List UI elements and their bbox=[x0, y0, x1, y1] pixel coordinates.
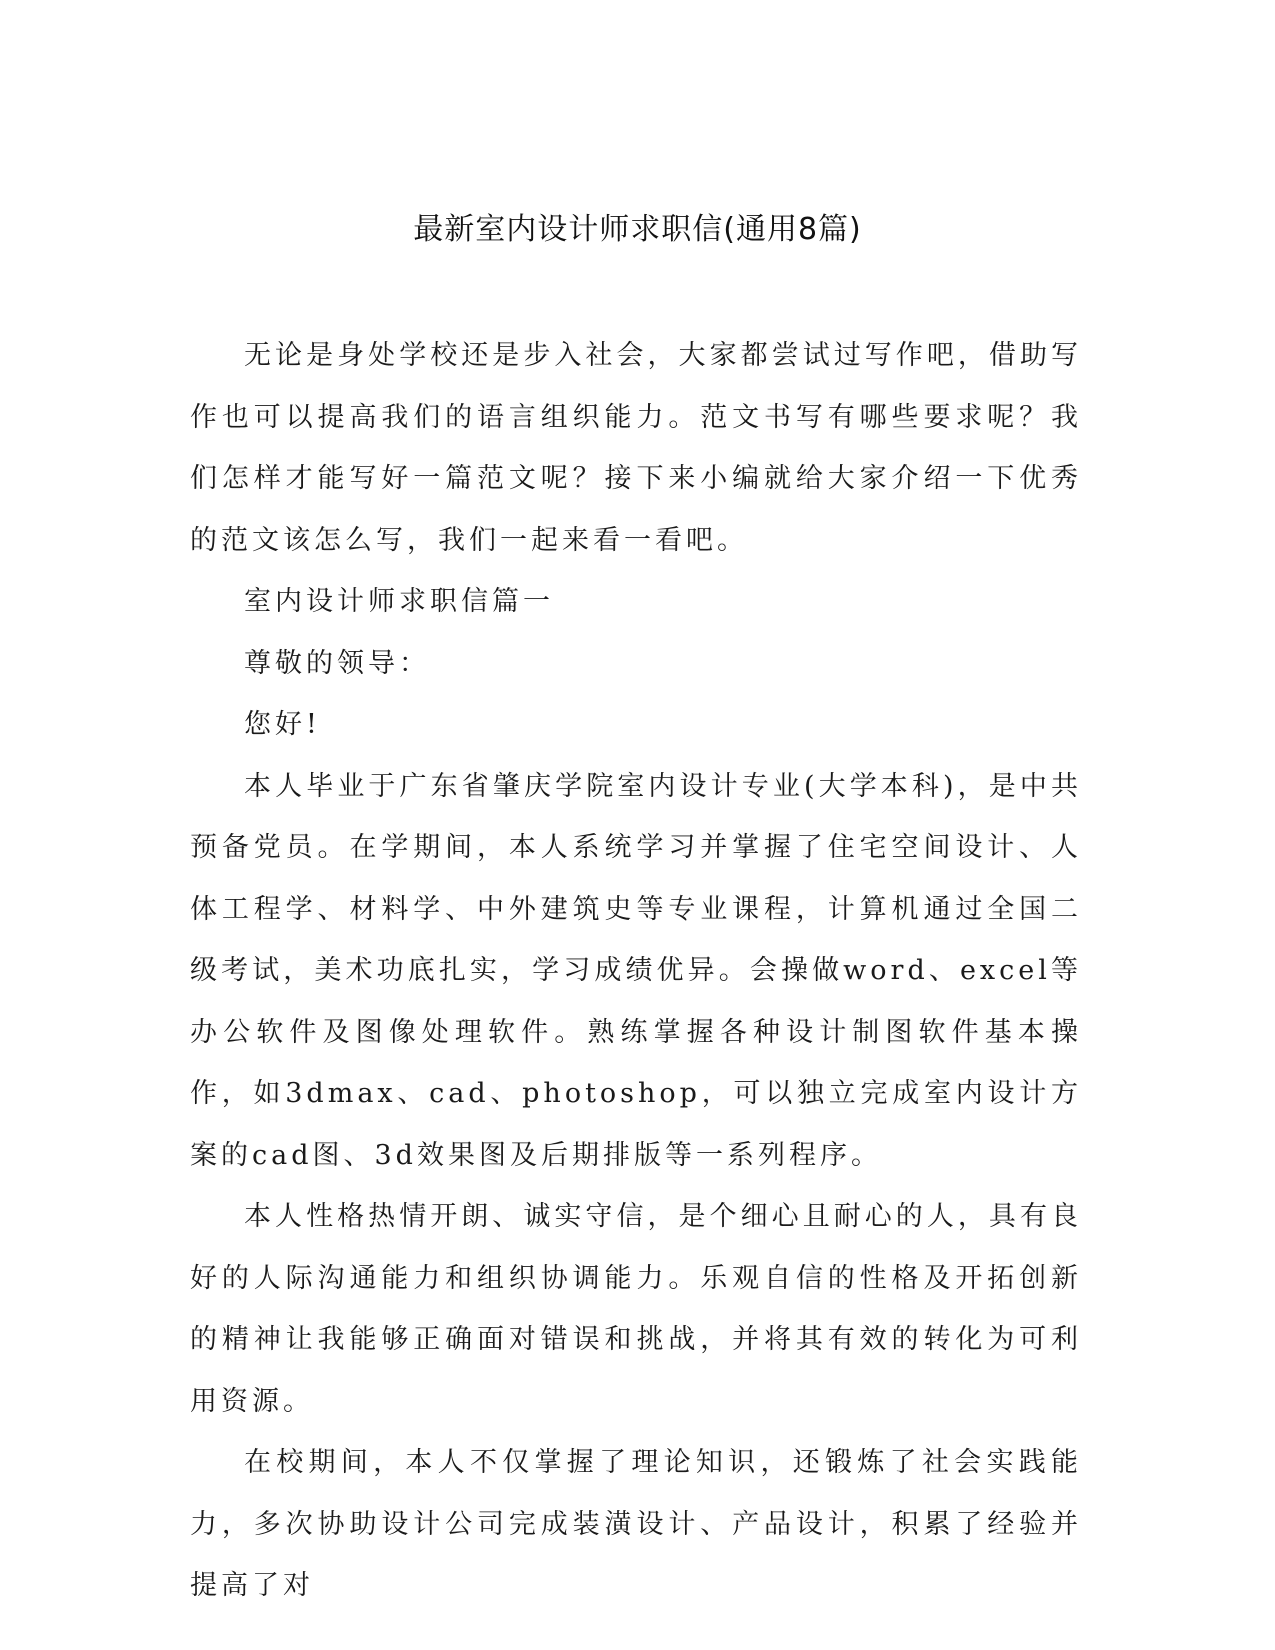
salutation: 尊敬的领导： bbox=[244, 647, 430, 679]
body-paragraph: 本人毕业于广东省肇庆学院室内设计专业(大学本科)，是中共预备党员。在学期间，本人系统学习并掌握了住宅空间设计、人体工程学、材料学、中外建筑史等专业课程，计算机通过全国二级考试，美术功底扎实，学习成绩优异。会操做word、excel等办公软件及图像处理软件。熟练掌握各种设计制图软件基本操作，如3dmax、cad、photoshop，可以独立完成室内设计方案的cad图、3d效果图及后期排版等一系列程序。 bbox=[190, 770, 1082, 1171]
greeting: 您好! bbox=[244, 709, 321, 740]
document-body bbox=[190, 325, 1082, 1617]
body-paragraph: 在校期间，本人不仅掌握了理论知识，还锻炼了社会实践能力，多次协助设计公司完成装潢设计、产品设计，积累了经验并提高了对 bbox=[190, 1447, 1082, 1601]
section-heading: 室内设计师求职信篇一 bbox=[244, 586, 554, 617]
document-title: 最新室内设计师求职信(通用8篇) bbox=[413, 212, 862, 247]
intro-paragraph: 无论是身处学校还是步入社会，大家都尝试过写作吧，借助写作也可以提高我们的语言组织能力。范文书写有哪些要求呢？我们怎样才能写好一篇范文呢？接下来小编就给大家介绍一下优秀的范文该怎么写，我们一起来看一看吧。 bbox=[190, 340, 1082, 556]
body-paragraph: 本人性格热情开朗、诚实守信，是个细心且耐心的人，具有良好的人际沟通能力和组织协调能力。乐观自信的性格及开拓创新的精神让我能够正确面对错误和挑战，并将其有效的转化为可利用资源。 bbox=[190, 1201, 1082, 1417]
